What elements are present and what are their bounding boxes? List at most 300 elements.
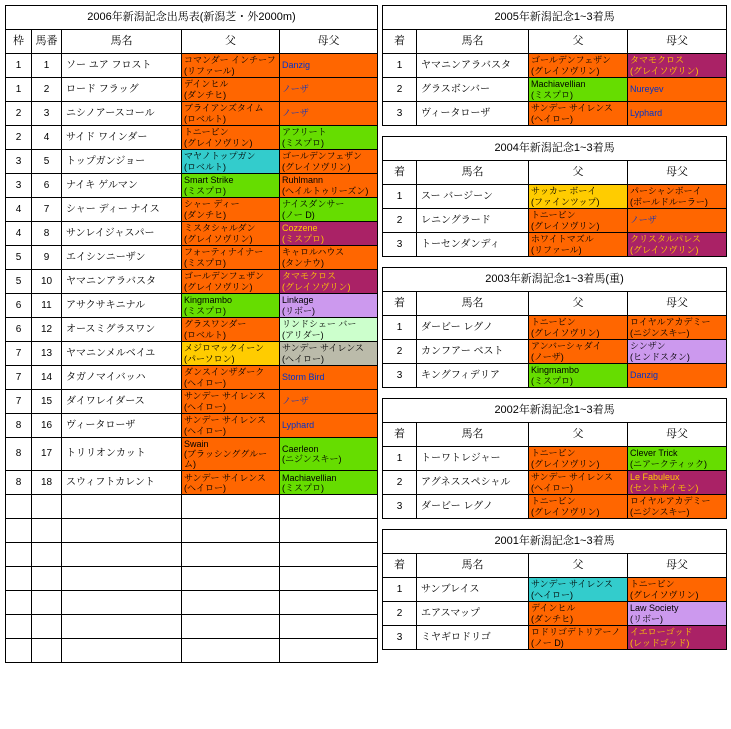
sire-cell-line2: (ヘイロー): [184, 401, 226, 412]
damsire-cell-line1: ロイヤルアカデミー: [630, 317, 711, 328]
table-row: [6, 54, 378, 78]
sire-cell: [529, 209, 628, 233]
empty-cell: [32, 495, 62, 519]
past-result-header-1: 馬名: [417, 423, 529, 447]
horse-name: ヴィータローザ: [417, 102, 529, 126]
sire-cell: [529, 364, 628, 388]
horse-name: アグネススペシャル: [417, 471, 529, 495]
damsire-cell: [280, 414, 378, 438]
horse-name: サイド ワインダー: [62, 126, 182, 150]
empty-cell: [6, 567, 32, 591]
sire-cell: [182, 414, 280, 438]
damsire-cell-line2: (リボー): [282, 305, 315, 316]
past-result-header-row: [383, 161, 727, 185]
damsire-cell: [628, 471, 727, 495]
sire-cell: [529, 316, 628, 340]
horse-number: 5: [32, 150, 62, 174]
table-row: [6, 78, 378, 102]
damsire-cell-line1: ナイスダンサー: [282, 199, 345, 210]
sire-cell-line1: デインヒル: [531, 603, 576, 614]
horse-number: 3: [32, 102, 62, 126]
damsire-cell-line1: Le Fabuleux: [630, 472, 680, 483]
sire-cell: [529, 578, 628, 602]
sire-cell-line1: ホワイトマズル: [531, 234, 594, 245]
past-result-title: 2003年新潟記念1~3着馬(重): [383, 268, 727, 292]
sire-cell: [529, 471, 628, 495]
sire-cell-line2: (ミスプロ): [531, 89, 573, 100]
sire-cell-line1: サンデー サイレンス: [184, 391, 266, 402]
finish-position: 1: [383, 447, 417, 471]
empty-row: [6, 591, 378, 615]
sire-cell-line1: サンデー サイレンス: [184, 472, 266, 483]
past-result-header-2: 父: [529, 292, 628, 316]
damsire-cell-line1: ノーザ: [282, 84, 309, 95]
past-result-title-row: [383, 399, 727, 423]
past-result-header-1: 馬名: [417, 292, 529, 316]
past-result-table-2: [382, 267, 727, 388]
table-row: [383, 495, 727, 519]
sire-cell-line1: ロドリゴデトリアーノ: [531, 627, 621, 638]
horse-name: エアスマップ: [417, 602, 529, 626]
main-header-3: 父: [182, 30, 280, 54]
past-result-table-3: [382, 398, 727, 519]
bracket-number: 2: [6, 126, 32, 150]
damsire-cell: [280, 102, 378, 126]
empty-cell: [6, 639, 32, 663]
table-row: [383, 233, 727, 257]
damsire-cell-line2: (ミスプロ): [282, 233, 324, 244]
horse-name: グラスボンバー: [417, 78, 529, 102]
empty-cell: [32, 567, 62, 591]
empty-cell: [6, 495, 32, 519]
sire-cell-line2: (リファール): [184, 65, 235, 76]
sire-cell-line1: アンバーシャダイ: [531, 341, 602, 352]
bracket-number: 1: [6, 54, 32, 78]
sire-cell-line1: サンデー サイレンス: [184, 415, 266, 426]
table-row: [383, 54, 727, 78]
damsire-cell-line1: Law Society: [630, 603, 679, 614]
horse-number: 10: [32, 270, 62, 294]
sire-cell: [182, 126, 280, 150]
past-result-table-1: [382, 136, 727, 257]
bracket-number: 4: [6, 198, 32, 222]
main-title: 2006年新潟記念出馬表(新潟芝・外2000m): [6, 6, 378, 30]
damsire-cell-line2: (ニジンスキー): [630, 506, 690, 517]
sire-cell-line2: (グレイソヴリン): [531, 327, 600, 338]
sire-cell: [182, 270, 280, 294]
finish-position: 3: [383, 626, 417, 650]
sire-cell-line2: (ロベルト): [184, 113, 226, 124]
sire-cell-line1: ミスタシャルダン: [184, 223, 256, 234]
damsire-cell-line2: (ミスプロ): [282, 482, 324, 493]
damsire-cell-line2: (ボールドルーラー): [630, 196, 708, 207]
main-header-2: 馬名: [62, 30, 182, 54]
empty-row: [6, 495, 378, 519]
sire-cell: [529, 340, 628, 364]
table-row: [383, 102, 727, 126]
damsire-cell-line2: (グレイソヴリン): [630, 589, 699, 600]
damsire-cell-line1: Machiavellian: [282, 472, 337, 483]
damsire-cell: [280, 54, 378, 78]
sire-cell-line1: ゴールデンフェザン: [184, 271, 265, 282]
empty-cell: [182, 615, 280, 639]
sire-cell-line2: (ミスプロ): [184, 305, 226, 316]
horse-name: カンフアー ベスト: [417, 340, 529, 364]
horse-number: 7: [32, 198, 62, 222]
empty-cell: [182, 591, 280, 615]
finish-position: 2: [383, 471, 417, 495]
damsire-cell-line1: Clever Trick: [630, 448, 678, 459]
empty-row: [6, 567, 378, 591]
sire-cell: [182, 471, 280, 495]
past-result-header-3: 母父: [628, 30, 727, 54]
table-row: [6, 471, 378, 495]
damsire-cell-line1: Danzig: [630, 370, 659, 381]
sire-cell-line1: サンデー サイレンス: [531, 103, 613, 114]
sire-cell-line1: メジロマックイーン: [184, 343, 265, 354]
table-row: [6, 318, 378, 342]
finish-position: 2: [383, 602, 417, 626]
empty-cell: [280, 639, 378, 663]
damsire-cell-line2: (タンナウ): [282, 257, 324, 268]
past-result-title: 2002年新潟記念1~3着馬: [383, 399, 727, 423]
empty-cell: [32, 543, 62, 567]
horse-name: ナイキ ゲルマン: [62, 174, 182, 198]
damsire-cell: [280, 471, 378, 495]
finish-position: 2: [383, 78, 417, 102]
sire-cell-line2: (ヘイロー): [184, 425, 226, 436]
main-title-row: [6, 6, 378, 30]
finish-position: 3: [383, 495, 417, 519]
finish-position: 1: [383, 578, 417, 602]
damsire-cell-line1: サンデー サイレンス: [282, 343, 364, 354]
sire-cell-line2: (ダンチヒ): [184, 209, 227, 220]
horse-number: 11: [32, 294, 62, 318]
sire-cell-line2: (ヘイロー): [531, 589, 573, 600]
damsire-cell-line1: パーシャンボーイ: [630, 186, 702, 197]
damsire-cell: [280, 294, 378, 318]
horse-number: 2: [32, 78, 62, 102]
sire-cell-line2: (ミスプロ): [184, 185, 226, 196]
past-result-header-1: 馬名: [417, 161, 529, 185]
table-row: [6, 270, 378, 294]
sire-cell-line2: (グレイソヴリン): [531, 220, 600, 231]
main-header-1: 馬番: [32, 30, 62, 54]
sire-cell-line2: (ロベルト): [184, 161, 226, 172]
empty-cell: [32, 615, 62, 639]
sire-cell-line2: (グレイソヴリン): [184, 281, 253, 292]
horse-name: ヴィータローザ: [62, 414, 182, 438]
table-row: [383, 209, 727, 233]
damsire-cell: [280, 390, 378, 414]
damsire-cell: [628, 54, 727, 78]
sire-cell: [182, 222, 280, 246]
table-row: [383, 447, 727, 471]
sire-cell-line2: (ヘイロー): [531, 113, 573, 124]
empty-cell: [280, 543, 378, 567]
sire-cell: [529, 54, 628, 78]
right-column: [382, 0, 731, 729]
bracket-number: 7: [6, 366, 32, 390]
sire-cell: [182, 198, 280, 222]
main-header-row: [6, 30, 378, 54]
sire-cell: [182, 150, 280, 174]
horse-name: ソー ユア フロスト: [62, 54, 182, 78]
empty-cell: [32, 519, 62, 543]
sire-cell-line1: ブライアンズタイム: [184, 103, 264, 114]
damsire-cell: [280, 366, 378, 390]
past-result-header-3: 母父: [628, 554, 727, 578]
empty-cell: [280, 615, 378, 639]
past-result-header-row: [383, 554, 727, 578]
damsire-cell-line2: (グレイソヴリン): [630, 65, 699, 76]
empty-cell: [6, 519, 32, 543]
horse-name: エイシンニーザン: [62, 246, 182, 270]
horse-number: 18: [32, 471, 62, 495]
past-result-table-0: [382, 5, 727, 126]
sire-cell-line1: シャー ディー: [184, 199, 240, 210]
table-row: [383, 602, 727, 626]
damsire-cell-line1: キャロルハウス: [282, 247, 345, 258]
damsire-cell-line2: (レッドゴッド): [630, 637, 690, 648]
sire-cell-line2: (グレイソヴリン): [531, 506, 600, 517]
damsire-cell-line1: シンザン: [630, 341, 666, 352]
sire-cell: [182, 366, 280, 390]
bracket-number: 5: [6, 246, 32, 270]
damsire-cell: [280, 246, 378, 270]
past-result-header-3: 母父: [628, 423, 727, 447]
past-result-header-0: 着: [383, 161, 417, 185]
horse-name: タガノマイバッハ: [62, 366, 182, 390]
damsire-cell-line2: (アリダー): [282, 329, 324, 340]
horse-name: ダイワレイダース: [62, 390, 182, 414]
damsire-cell-line2: (ヘイルトゥリーズン): [282, 185, 369, 196]
bracket-number: 8: [6, 471, 32, 495]
empty-cell: [280, 495, 378, 519]
horse-name: オースミグラスワン: [62, 318, 182, 342]
past-result-header-0: 着: [383, 30, 417, 54]
horse-name: ダービー レグノ: [417, 316, 529, 340]
damsire-cell: [628, 78, 727, 102]
damsire-cell: [628, 626, 727, 650]
bracket-number: 2: [6, 102, 32, 126]
horse-name: スー バージーン: [417, 185, 529, 209]
damsire-cell-line1: Nureyev: [630, 84, 664, 95]
damsire-cell-line2: (グレイソヴリン): [282, 281, 351, 292]
table-row: [6, 222, 378, 246]
damsire-cell: [628, 316, 727, 340]
sire-cell-line1: グラスワンダー: [184, 319, 247, 330]
sire-cell-line1: トニービン: [184, 127, 229, 138]
horse-name: スウィフトカレント: [62, 471, 182, 495]
damsire-cell-line1: クリスタルパレス: [630, 234, 701, 245]
horse-number: 17: [32, 438, 62, 471]
table-row: [6, 246, 378, 270]
damsire-cell-line1: タマモクロス: [630, 55, 685, 66]
sire-cell: [529, 102, 628, 126]
damsire-cell-line1: Linkage: [282, 295, 314, 306]
sire-cell: [182, 342, 280, 366]
table-row: [383, 471, 727, 495]
sire-cell: [182, 102, 280, 126]
empty-cell: [182, 495, 280, 519]
table-row: [6, 414, 378, 438]
horse-name: トップガンジョー: [62, 150, 182, 174]
sire-cell-line2: (グレイソヴリン): [531, 65, 600, 76]
sire-cell-line2: (ノー D): [531, 637, 564, 648]
past-result-title-row: [383, 137, 727, 161]
damsire-cell-line2: (ニジンスキー): [630, 327, 690, 338]
horse-number: 12: [32, 318, 62, 342]
damsire-cell: [628, 209, 727, 233]
entry-list-table: [5, 5, 378, 663]
damsire-cell: [628, 185, 727, 209]
sire-cell-line1: ゴールデンフェザン: [531, 55, 612, 66]
sire-cell: [529, 78, 628, 102]
table-row: [6, 438, 378, 471]
table-row: [383, 364, 727, 388]
empty-cell: [182, 519, 280, 543]
damsire-cell-line1: タマモクロス: [282, 271, 337, 282]
sire-cell-line2: (ヘイロー): [184, 482, 226, 493]
empty-cell: [62, 543, 182, 567]
finish-position: 3: [383, 102, 417, 126]
sire-cell-line2: (グレイソヴリン): [531, 458, 600, 469]
finish-position: 1: [383, 316, 417, 340]
horse-name: ヤマニンアラバスタ: [62, 270, 182, 294]
horse-name: サンレイジャスパー: [62, 222, 182, 246]
bracket-number: 3: [6, 150, 32, 174]
table-row: [383, 185, 727, 209]
past-result-title: 2001年新潟記念1~3着馬: [383, 530, 727, 554]
damsire-cell-line2: (グレイソヴリン): [630, 244, 699, 255]
sire-cell-line2: (ダンチヒ): [531, 613, 574, 624]
finish-position: 3: [383, 364, 417, 388]
sire-cell-line1: サッカー ボーイ: [531, 186, 597, 197]
damsire-cell-line2: (ミスプロ): [282, 137, 324, 148]
past-results-container: [382, 5, 726, 650]
empty-cell: [280, 591, 378, 615]
table-row: [6, 126, 378, 150]
damsire-cell-line1: ロイヤルアカデミー: [630, 496, 711, 507]
damsire-cell-line1: アフリート: [282, 127, 327, 138]
sire-cell: [182, 174, 280, 198]
past-result-title-row: [383, 268, 727, 292]
bracket-number: 8: [6, 414, 32, 438]
horse-name: ヤマニンメルベイユ: [62, 342, 182, 366]
sire-cell: [182, 438, 280, 471]
sire-cell: [182, 246, 280, 270]
past-result-header-0: 着: [383, 554, 417, 578]
empty-cell: [182, 543, 280, 567]
empty-cell: [62, 639, 182, 663]
horse-number: 13: [32, 342, 62, 366]
damsire-cell-line1: トニービン: [630, 579, 675, 590]
horse-name: トーワトレジャー: [417, 447, 529, 471]
damsire-cell: [628, 495, 727, 519]
horse-name: ダービー レグノ: [417, 495, 529, 519]
horse-number: 15: [32, 390, 62, 414]
empty-cell: [62, 567, 182, 591]
table-spacer: [382, 126, 726, 136]
damsire-cell: [280, 126, 378, 150]
sire-cell-line2: (パーソロン): [184, 353, 235, 364]
table-row: [383, 78, 727, 102]
damsire-cell: [628, 340, 727, 364]
sire-cell: [182, 78, 280, 102]
damsire-cell-line1: ノーザ: [630, 215, 657, 226]
sire-cell-line1: Smart Strike: [184, 175, 234, 186]
past-result-header-2: 父: [529, 423, 628, 447]
sire-cell-line2: (ノーザ): [531, 351, 564, 362]
past-result-header-row: [383, 423, 727, 447]
empty-cell: [32, 591, 62, 615]
table-row: [6, 390, 378, 414]
past-result-header-3: 母父: [628, 292, 727, 316]
sire-cell: [529, 626, 628, 650]
sire-cell-line1: Kingmambo: [184, 295, 233, 306]
table-row: [6, 174, 378, 198]
past-result-header-2: 父: [529, 30, 628, 54]
damsire-cell-line2: (グレイソヴリン): [282, 161, 351, 172]
sire-cell-line1: サンデー サイレンス: [531, 579, 613, 590]
empty-cell: [280, 519, 378, 543]
sire-cell-line2: (ミスプロ): [184, 257, 226, 268]
sire-cell-line2: (リファール): [531, 244, 582, 255]
table-row: [383, 626, 727, 650]
table-spacer: [382, 388, 726, 398]
damsire-cell: [280, 318, 378, 342]
damsire-cell-line2: (ヘイロー): [282, 353, 324, 364]
finish-position: 2: [383, 209, 417, 233]
horse-number: 8: [32, 222, 62, 246]
empty-row: [6, 543, 378, 567]
past-result-title: 2005年新潟記念1~3着馬: [383, 6, 727, 30]
horse-name: レニングラード: [417, 209, 529, 233]
past-result-header-3: 母父: [628, 161, 727, 185]
sire-cell-line1: デインヒル: [184, 79, 229, 90]
empty-cell: [32, 639, 62, 663]
damsire-cell-line1: ノーザ: [282, 108, 309, 119]
damsire-cell: [280, 198, 378, 222]
damsire-cell-line1: Cozzene: [282, 223, 318, 234]
table-row: [383, 340, 727, 364]
finish-position: 1: [383, 185, 417, 209]
bracket-number: 8: [6, 438, 32, 471]
damsire-cell-line2: (リボー): [630, 613, 663, 624]
table-row: [383, 578, 727, 602]
horse-name: シャー ディー ナイス: [62, 198, 182, 222]
damsire-cell: [280, 174, 378, 198]
sire-cell-line2: (ロベルト): [184, 329, 226, 340]
empty-row: [6, 615, 378, 639]
damsire-cell: [280, 78, 378, 102]
damsire-cell-line1: イエローゴッド: [630, 627, 693, 638]
sire-cell-line2: (グレイソヴリン): [184, 233, 253, 244]
bracket-number: 4: [6, 222, 32, 246]
past-result-header-1: 馬名: [417, 554, 529, 578]
horse-name: ヤマニンアラバスタ: [417, 54, 529, 78]
bracket-number: 7: [6, 342, 32, 366]
sire-cell-line2: (ファインツップ): [531, 196, 600, 207]
horse-name: トーセンダンディ: [417, 233, 529, 257]
damsire-cell-line1: リンドシェー バー: [282, 319, 357, 330]
main-header-0: 枠: [6, 30, 32, 54]
damsire-cell-line2: (ニアークティック): [630, 458, 708, 469]
damsire-cell: [628, 364, 727, 388]
bracket-number: 7: [6, 390, 32, 414]
sire-cell-line2: (グレイソヴリン): [184, 137, 253, 148]
